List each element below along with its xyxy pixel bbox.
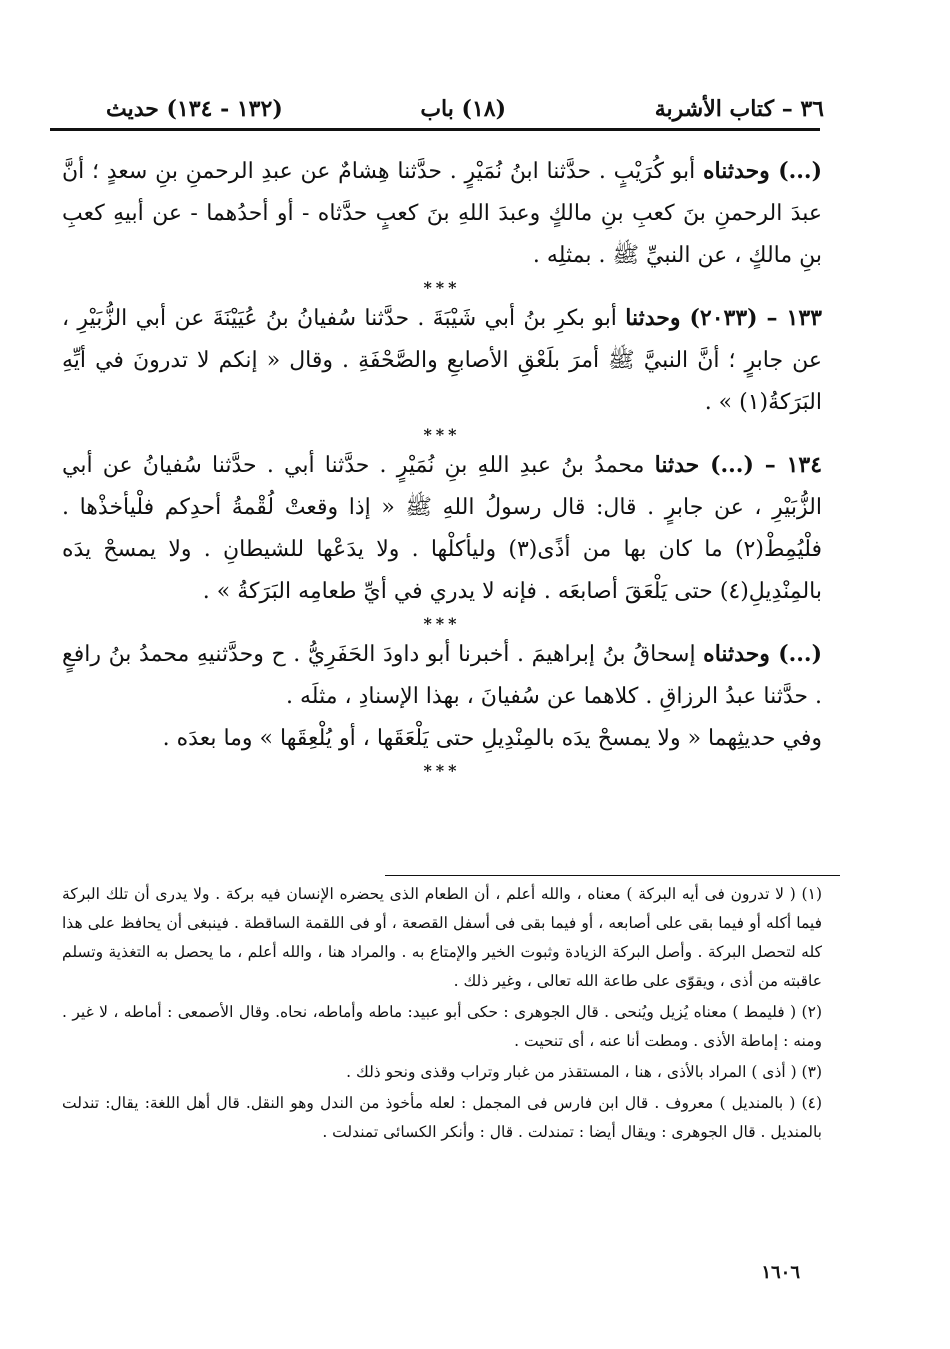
- footnote-4: (٤) ( بالمنديل ) معروف . قال ابن فارس فى المجمل : لعله مأخوذ من الندل وهو النقل. قال أهل اللغة: يقال: تندلت بالمنديل . قال الجوهرى : ويقال أيضا : تمندلت . قال : وأنكر الكسائى تمندلت .: [62, 1094, 822, 1141]
- hadith-lead: (...) وحدثناه: [703, 158, 822, 184]
- header-book-title: ٣٦ – كتاب الأشربة: [654, 96, 824, 122]
- hadith-paragraph-1: [62, 150, 822, 277]
- header-chapter: (١٨) باب: [420, 96, 506, 122]
- hadith-paragraph-3: [62, 444, 822, 613]
- header-hadith-range: (١٣٢ - ١٣٤) حديث: [106, 96, 283, 122]
- hadith-lead: ١٣٤ – (...) حدثنا: [654, 452, 823, 478]
- footnote-2: (٢) ( فليمط ) معناه يُزيل ويُنحى . قال الجوهرى : حكى أبو عبيد: ماطه وأماطه، نحاه. وقال الأصمعى : أماطه ، لا غير . ومنه : إماطة الأذى . ومطت أنا عنه ، أى تنحيت .: [62, 1003, 822, 1050]
- header-rule: [50, 128, 820, 131]
- footnote-rule: [385, 875, 840, 876]
- section-separator: ***: [423, 761, 461, 780]
- footnote-3: (٣) ( أذى ) المراد بالأذى ، هنا ، المستقذر من غبار وتراب وقذى ونحو ذلك .: [346, 1063, 822, 1081]
- hadith-paragraph-2: [62, 297, 822, 424]
- hadith-text: وفي حديثِهما « ولا يمسحْ يدَه بالمِنْدِيلِ حتى يَلْعَقَها ، أو يُلْعِقَها » وما بعدَه .: [162, 726, 822, 751]
- hadith-text: أبو كُرَيْبٍ . حدَّثنا ابنُ نُمَيْرٍ . حدَّثنا هِشامٌ عن عبدِ الرحمنِ بنِ سعدٍ ؛ أنَّ عبدَ الرحمنِ بنَ كعبِ بنِ مالكٍ وعبدَ اللهِ بنَ كعبٍ حدَّثاه - أو أحدُهما - عن أبيهِ كعبِ بنِ مالكٍ ، عن النبيِّ ﷺ . بمثلِه .: [62, 159, 822, 268]
- hadith-paragraph-4: [62, 633, 822, 718]
- page-number: ١٦٠٦: [761, 1262, 800, 1283]
- hadith-lead: ١٣٣ – (٢٠٣٣) وحدثنا: [625, 305, 822, 331]
- hadith-paragraph-5: [62, 718, 822, 760]
- hadith-text: إسحاقُ بنُ إبراهيمَ . أخبرنا أبو داودَ الحَفَرِيُّ . ح وحدَّثنيهِ محمدُ بنُ رافعٍ . حدَّثنا عبدُ الرزاقِ . كلاهما عن سُفيانَ ، بهذا الإسنادِ ، مثلَه .: [62, 642, 822, 709]
- section-separator: ***: [423, 425, 461, 444]
- hadith-text: محمدُ بنُ عبدِ اللهِ بنِ نُمَيْرٍ . حدَّثنا أبي . حدَّثنا سُفيانُ عن أبي الزُّبَيْرِ ، عن جابرٍ . قال: قال رسولُ اللهِ ﷺ « إذا وقعتْ لُقْمةُ أحدِكم فلْيأخذْها . فلْيُمِطْ(٢) ما كان بها من أذًى(٣) وليأكلْها . ولا يدَعْها للشيطانِ . ولا يمسحْ يدَه بالمِنْدِيلِ(٤) حتى يَلْعَقَ أصابعَه . فإنه لا يدري في أيِّ طعامِه البَرَكةُ » .: [62, 453, 822, 604]
- running-header: [106, 96, 824, 128]
- hadith-lead: (...) وحدثناه: [703, 641, 822, 667]
- section-separator: ***: [423, 278, 461, 297]
- section-separator: ***: [423, 614, 461, 633]
- footnotes: [62, 880, 822, 1149]
- hadith-text: أبو بكرِ بنُ أبي شَيْبَةَ . حدَّثنا سُفيانُ بنُ عُيَيْنَةَ عن أبي الزُّبَيْرِ ، عن جابرٍ ؛ أنَّ النبيَّ ﷺ أمرَ بلَعْقِ الأصابعِ والصَّحْفَةِ . وقال « إنكم لا تدرونَ في أيِّهِ البَرَكةُ(١) » .: [62, 306, 822, 415]
- main-text: [62, 150, 822, 780]
- footnote-1: (١) ( لا تدرون فى أيه البركة ) معناه ، والله أعلم ، أن الطعام الذى يحضره الإنسان فيه بركة . ولا يدرى أن تلك البركة فيما أكله أو فيما بقى على أصابعه ، أو فيما بقى فى أسفل القصعة ، أو فى اللقمة الساقطة . فينبغى أن يحافظ على هذا كله لتحصل البركة . وأصل البركة الزيادة وثبوت الخير والإمتاع به . والمراد هنا ، والله أعلم ، ما يحصل به التغذية وتسلم عاقبته من أذى ، ويقوّى على طاعة الله تعالى ، وغير ذلك .: [62, 885, 822, 990]
